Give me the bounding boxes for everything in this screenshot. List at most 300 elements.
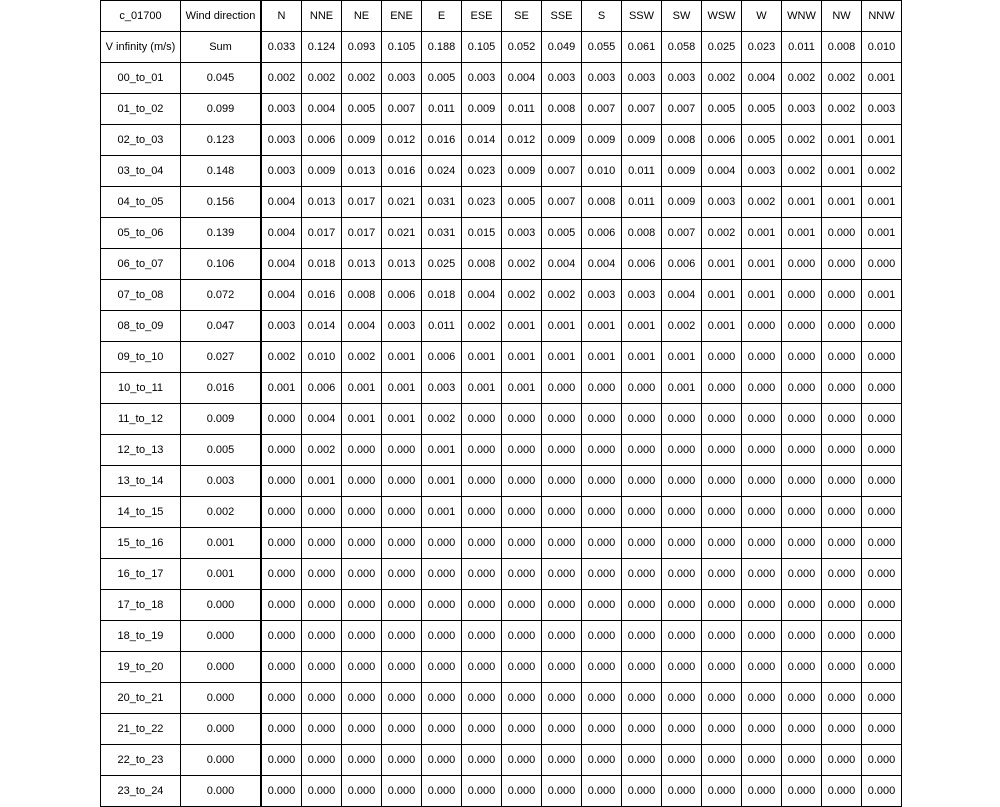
frequency-cell: 0.000 [542, 590, 582, 621]
frequency-cell: 0.009 [622, 125, 662, 156]
frequency-cell: 0.000 [462, 590, 502, 621]
speed-bin-label: 03_to_04 [101, 156, 181, 187]
frequency-cell: 0.003 [261, 125, 302, 156]
frequency-cell: 0.000 [782, 652, 822, 683]
frequency-cell: 0.000 [342, 497, 382, 528]
frequency-cell: 0.000 [742, 435, 782, 466]
frequency-cell: 0.006 [302, 373, 342, 404]
frequency-cell: 0.004 [702, 156, 742, 187]
frequency-cell: 0.001 [261, 373, 302, 404]
frequency-cell: 0.000 [302, 652, 342, 683]
frequency-cell: 0.000 [782, 528, 822, 559]
frequency-cell: 0.000 [302, 683, 342, 714]
frequency-cell: 0.000 [502, 776, 542, 807]
frequency-cell: 0.000 [302, 559, 342, 590]
frequency-cell: 0.000 [542, 745, 582, 776]
frequency-cell: 0.001 [382, 404, 422, 435]
frequency-cell: 0.000 [502, 652, 542, 683]
speed-bin-label: 21_to_22 [101, 714, 181, 745]
frequency-cell: 0.001 [662, 342, 702, 373]
frequency-cell: 0.000 [382, 559, 422, 590]
frequency-cell: 0.002 [782, 125, 822, 156]
speed-bin-sum-cell: 0.000 [181, 621, 262, 652]
frequency-cell: 0.001 [462, 342, 502, 373]
speed-bin-sum-cell: 0.123 [181, 125, 262, 156]
frequency-cell: 0.000 [542, 559, 582, 590]
speed-bin-label: 00_to_01 [101, 63, 181, 94]
frequency-cell: 0.000 [502, 683, 542, 714]
frequency-cell: 0.006 [422, 342, 462, 373]
direction-header-ne: NE [342, 1, 382, 32]
frequency-cell: 0.001 [622, 342, 662, 373]
frequency-cell: 0.000 [422, 683, 462, 714]
frequency-cell: 0.001 [822, 187, 862, 218]
frequency-cell: 0.000 [742, 466, 782, 497]
frequency-cell: 0.000 [462, 497, 502, 528]
frequency-cell: 0.000 [582, 497, 622, 528]
frequency-cell: 0.000 [822, 590, 862, 621]
frequency-cell: 0.003 [782, 94, 822, 125]
frequency-cell: 0.000 [822, 311, 862, 342]
frequency-cell: 0.017 [342, 187, 382, 218]
frequency-cell: 0.000 [742, 311, 782, 342]
frequency-cell: 0.011 [622, 156, 662, 187]
frequency-cell: 0.002 [702, 63, 742, 94]
frequency-cell: 0.003 [582, 280, 622, 311]
frequency-cell: 0.004 [542, 249, 582, 280]
frequency-cell: 0.000 [302, 497, 342, 528]
direction-header-wsw: WSW [702, 1, 742, 32]
frequency-cell: 0.002 [862, 156, 902, 187]
frequency-cell: 0.000 [662, 497, 702, 528]
frequency-cell: 0.000 [742, 745, 782, 776]
frequency-cell: 0.016 [302, 280, 342, 311]
frequency-cell: 0.000 [422, 621, 462, 652]
frequency-cell: 0.000 [742, 652, 782, 683]
frequency-cell: 0.007 [582, 94, 622, 125]
frequency-cell: 0.000 [261, 776, 302, 807]
frequency-cell: 0.001 [502, 373, 542, 404]
speed-bin-row [101, 652, 902, 683]
frequency-cell: 0.000 [742, 342, 782, 373]
frequency-cell: 0.001 [702, 280, 742, 311]
frequency-cell: 0.000 [382, 590, 422, 621]
frequency-cell: 0.000 [261, 590, 302, 621]
frequency-cell: 0.000 [702, 590, 742, 621]
speed-bin-sum-cell: 0.045 [181, 63, 262, 94]
speed-bin-row [101, 125, 902, 156]
frequency-cell: 0.013 [342, 156, 382, 187]
frequency-cell: 0.023 [462, 156, 502, 187]
direction-sum-cell: 0.033 [261, 32, 302, 63]
frequency-cell: 0.000 [742, 497, 782, 528]
speed-bin-label: 06_to_07 [101, 249, 181, 280]
frequency-cell: 0.004 [462, 280, 502, 311]
frequency-cell: 0.000 [502, 590, 542, 621]
frequency-cell: 0.003 [261, 156, 302, 187]
speed-bin-label: 13_to_14 [101, 466, 181, 497]
frequency-cell: 0.001 [862, 125, 902, 156]
frequency-cell: 0.000 [462, 683, 502, 714]
speed-bin-row [101, 435, 902, 466]
direction-header-w: W [742, 1, 782, 32]
frequency-cell: 0.003 [382, 63, 422, 94]
frequency-cell: 0.021 [382, 187, 422, 218]
frequency-cell: 0.000 [582, 683, 622, 714]
speed-bin-sum-cell: 0.000 [181, 714, 262, 745]
frequency-cell: 0.010 [302, 342, 342, 373]
frequency-cell: 0.004 [662, 280, 702, 311]
frequency-cell: 0.000 [542, 528, 582, 559]
speed-bin-row [101, 63, 902, 94]
direction-header-row [101, 1, 902, 32]
direction-sum-cell: 0.008 [822, 32, 862, 63]
frequency-cell: 0.000 [542, 435, 582, 466]
frequency-cell: 0.002 [302, 63, 342, 94]
direction-header-s: S [582, 1, 622, 32]
frequency-cell: 0.000 [862, 714, 902, 745]
frequency-cell: 0.001 [422, 435, 462, 466]
frequency-cell: 0.024 [422, 156, 462, 187]
frequency-cell: 0.000 [382, 435, 422, 466]
frequency-cell: 0.000 [702, 528, 742, 559]
direction-sum-cell: 0.049 [542, 32, 582, 63]
frequency-cell: 0.001 [582, 342, 622, 373]
frequency-cell: 0.013 [382, 249, 422, 280]
speed-bin-row [101, 156, 902, 187]
frequency-cell: 0.000 [261, 714, 302, 745]
direction-sum-cell: 0.052 [502, 32, 542, 63]
speed-bin-row [101, 218, 902, 249]
frequency-cell: 0.000 [342, 714, 382, 745]
frequency-cell: 0.000 [822, 218, 862, 249]
frequency-cell: 0.000 [822, 404, 862, 435]
frequency-cell: 0.000 [342, 621, 382, 652]
frequency-cell: 0.000 [542, 776, 582, 807]
frequency-cell: 0.000 [822, 435, 862, 466]
speed-bin-row [101, 497, 902, 528]
frequency-cell: 0.000 [662, 404, 702, 435]
frequency-cell: 0.001 [342, 404, 382, 435]
frequency-cell: 0.002 [542, 280, 582, 311]
frequency-cell: 0.000 [502, 559, 542, 590]
frequency-cell: 0.007 [542, 156, 582, 187]
frequency-cell: 0.025 [422, 249, 462, 280]
frequency-cell: 0.000 [582, 466, 622, 497]
frequency-cell: 0.006 [702, 125, 742, 156]
frequency-cell: 0.000 [702, 466, 742, 497]
frequency-cell: 0.007 [542, 187, 582, 218]
frequency-cell: 0.016 [382, 156, 422, 187]
direction-sum-cell: 0.105 [382, 32, 422, 63]
frequency-cell: 0.000 [862, 466, 902, 497]
frequency-cell: 0.000 [462, 776, 502, 807]
frequency-cell: 0.000 [782, 714, 822, 745]
frequency-cell: 0.000 [542, 404, 582, 435]
direction-sum-cell: 0.061 [622, 32, 662, 63]
frequency-cell: 0.010 [582, 156, 622, 187]
wind-direction-header: Wind direction [181, 1, 262, 32]
frequency-cell: 0.000 [582, 435, 622, 466]
frequency-cell: 0.011 [422, 311, 462, 342]
frequency-cell: 0.014 [302, 311, 342, 342]
speed-bin-row [101, 776, 902, 807]
frequency-cell: 0.018 [302, 249, 342, 280]
frequency-cell: 0.000 [822, 497, 862, 528]
speed-bin-sum-cell: 0.005 [181, 435, 262, 466]
frequency-cell: 0.000 [302, 528, 342, 559]
speed-bin-label: 01_to_02 [101, 94, 181, 125]
speed-bin-label: 12_to_13 [101, 435, 181, 466]
direction-header-ene: ENE [382, 1, 422, 32]
frequency-cell: 0.000 [502, 621, 542, 652]
frequency-cell: 0.000 [342, 559, 382, 590]
frequency-cell: 0.000 [822, 683, 862, 714]
frequency-cell: 0.012 [502, 125, 542, 156]
frequency-cell: 0.018 [422, 280, 462, 311]
frequency-cell: 0.000 [822, 280, 862, 311]
frequency-cell: 0.000 [382, 528, 422, 559]
frequency-cell: 0.000 [502, 466, 542, 497]
frequency-cell: 0.005 [542, 218, 582, 249]
frequency-cell: 0.002 [782, 63, 822, 94]
frequency-cell: 0.001 [862, 280, 902, 311]
frequency-cell: 0.000 [702, 776, 742, 807]
frequency-cell: 0.000 [542, 714, 582, 745]
frequency-cell: 0.004 [261, 218, 302, 249]
frequency-cell: 0.000 [742, 404, 782, 435]
frequency-cell: 0.002 [822, 63, 862, 94]
frequency-cell: 0.000 [462, 528, 502, 559]
frequency-cell: 0.000 [822, 714, 862, 745]
frequency-cell: 0.007 [662, 218, 702, 249]
frequency-cell: 0.008 [622, 218, 662, 249]
frequency-cell: 0.005 [702, 94, 742, 125]
speed-bin-row [101, 342, 902, 373]
frequency-cell: 0.003 [422, 373, 462, 404]
frequency-cell: 0.006 [662, 249, 702, 280]
frequency-cell: 0.000 [822, 621, 862, 652]
frequency-cell: 0.000 [622, 776, 662, 807]
direction-sum-cell: 0.058 [662, 32, 702, 63]
frequency-cell: 0.000 [622, 652, 662, 683]
frequency-cell: 0.003 [462, 63, 502, 94]
frequency-cell: 0.000 [662, 590, 702, 621]
frequency-cell: 0.001 [382, 342, 422, 373]
frequency-cell: 0.000 [582, 776, 622, 807]
frequency-cell: 0.000 [702, 404, 742, 435]
speed-bin-row [101, 280, 902, 311]
frequency-cell: 0.017 [302, 218, 342, 249]
frequency-cell: 0.000 [542, 652, 582, 683]
frequency-cell: 0.000 [782, 621, 822, 652]
wind-frequency-table [100, 0, 902, 807]
frequency-cell: 0.009 [542, 125, 582, 156]
frequency-cell: 0.003 [582, 63, 622, 94]
direction-sum-cell: 0.124 [302, 32, 342, 63]
frequency-cell: 0.002 [462, 311, 502, 342]
frequency-cell: 0.000 [662, 652, 702, 683]
frequency-cell: 0.003 [662, 63, 702, 94]
frequency-cell: 0.004 [342, 311, 382, 342]
frequency-cell: 0.007 [382, 94, 422, 125]
frequency-cell: 0.000 [822, 373, 862, 404]
frequency-cell: 0.003 [542, 63, 582, 94]
direction-header-e: E [422, 1, 462, 32]
frequency-cell: 0.002 [261, 63, 302, 94]
speed-bin-label: 19_to_20 [101, 652, 181, 683]
frequency-cell: 0.000 [342, 590, 382, 621]
frequency-cell: 0.000 [462, 404, 502, 435]
speed-bin-sum-cell: 0.001 [181, 528, 262, 559]
frequency-cell: 0.000 [782, 435, 822, 466]
frequency-cell: 0.000 [822, 559, 862, 590]
frequency-cell: 0.000 [822, 466, 862, 497]
frequency-cell: 0.000 [582, 745, 622, 776]
frequency-cell: 0.008 [342, 280, 382, 311]
frequency-cell: 0.001 [822, 125, 862, 156]
direction-header-sse: SSE [542, 1, 582, 32]
frequency-cell: 0.000 [462, 652, 502, 683]
frequency-cell: 0.000 [261, 652, 302, 683]
frequency-cell: 0.003 [862, 94, 902, 125]
speed-bin-sum-cell: 0.148 [181, 156, 262, 187]
speed-bin-label: 20_to_21 [101, 683, 181, 714]
frequency-cell: 0.000 [342, 528, 382, 559]
direction-sum-cell: 0.055 [582, 32, 622, 63]
frequency-cell: 0.000 [502, 404, 542, 435]
speed-bin-sum-cell: 0.047 [181, 311, 262, 342]
frequency-cell: 0.000 [822, 652, 862, 683]
frequency-cell: 0.000 [862, 621, 902, 652]
frequency-cell: 0.001 [782, 218, 822, 249]
frequency-cell: 0.007 [622, 94, 662, 125]
frequency-cell: 0.000 [662, 683, 702, 714]
frequency-cell: 0.000 [261, 559, 302, 590]
frequency-cell: 0.000 [742, 528, 782, 559]
frequency-cell: 0.000 [622, 559, 662, 590]
frequency-cell: 0.008 [462, 249, 502, 280]
frequency-cell: 0.003 [702, 187, 742, 218]
frequency-cell: 0.000 [462, 714, 502, 745]
frequency-cell: 0.000 [502, 435, 542, 466]
speed-bin-sum-cell: 0.000 [181, 652, 262, 683]
frequency-cell: 0.000 [342, 683, 382, 714]
frequency-cell: 0.000 [742, 714, 782, 745]
frequency-cell: 0.008 [662, 125, 702, 156]
frequency-cell: 0.000 [782, 342, 822, 373]
frequency-cell: 0.006 [302, 125, 342, 156]
frequency-cell: 0.000 [782, 373, 822, 404]
frequency-cell: 0.000 [702, 435, 742, 466]
frequency-cell: 0.001 [582, 311, 622, 342]
frequency-cell: 0.000 [542, 497, 582, 528]
frequency-cell: 0.001 [342, 373, 382, 404]
speed-bin-sum-cell: 0.000 [181, 590, 262, 621]
speed-bin-label: 05_to_06 [101, 218, 181, 249]
speed-bin-sum-cell: 0.016 [181, 373, 262, 404]
frequency-cell: 0.000 [622, 497, 662, 528]
frequency-cell: 0.000 [662, 435, 702, 466]
speed-axis-label: V infinity (m/s) [101, 32, 181, 63]
frequency-cell: 0.000 [382, 621, 422, 652]
frequency-cell: 0.009 [342, 125, 382, 156]
speed-bin-row [101, 559, 902, 590]
frequency-cell: 0.004 [261, 187, 302, 218]
frequency-cell: 0.000 [702, 621, 742, 652]
frequency-cell: 0.000 [662, 466, 702, 497]
speed-bin-sum-cell: 0.139 [181, 218, 262, 249]
frequency-cell: 0.009 [502, 156, 542, 187]
frequency-cell: 0.009 [662, 156, 702, 187]
speed-bin-label: 17_to_18 [101, 590, 181, 621]
direction-sum-cell: 0.093 [342, 32, 382, 63]
frequency-cell: 0.000 [742, 621, 782, 652]
frequency-cell: 0.001 [462, 373, 502, 404]
frequency-cell: 0.000 [622, 373, 662, 404]
frequency-cell: 0.000 [862, 652, 902, 683]
frequency-cell: 0.000 [862, 249, 902, 280]
frequency-cell: 0.000 [862, 404, 902, 435]
speed-bin-row [101, 94, 902, 125]
frequency-cell: 0.008 [582, 187, 622, 218]
frequency-cell: 0.000 [261, 497, 302, 528]
frequency-cell: 0.000 [862, 683, 902, 714]
frequency-cell: 0.002 [302, 435, 342, 466]
frequency-cell: 0.000 [622, 621, 662, 652]
frequency-cell: 0.008 [542, 94, 582, 125]
frequency-cell: 0.005 [422, 63, 462, 94]
speed-bin-sum-cell: 0.003 [181, 466, 262, 497]
frequency-cell: 0.000 [302, 745, 342, 776]
frequency-cell: 0.003 [382, 311, 422, 342]
sum-row [101, 32, 902, 63]
frequency-cell: 0.000 [422, 776, 462, 807]
speed-bin-label: 15_to_16 [101, 528, 181, 559]
frequency-cell: 0.000 [582, 528, 622, 559]
frequency-cell: 0.000 [382, 497, 422, 528]
direction-header-wnw: WNW [782, 1, 822, 32]
speed-bin-row [101, 528, 902, 559]
frequency-cell: 0.001 [702, 311, 742, 342]
direction-header-nne: NNE [302, 1, 342, 32]
frequency-cell: 0.000 [662, 714, 702, 745]
frequency-cell: 0.000 [261, 435, 302, 466]
frequency-cell: 0.009 [582, 125, 622, 156]
direction-header-se: SE [502, 1, 542, 32]
direction-header-ssw: SSW [622, 1, 662, 32]
frequency-cell: 0.001 [782, 187, 822, 218]
frequency-cell: 0.000 [742, 559, 782, 590]
frequency-cell: 0.000 [582, 714, 622, 745]
frequency-cell: 0.001 [742, 249, 782, 280]
frequency-cell: 0.000 [862, 373, 902, 404]
speed-bin-sum-cell: 0.002 [181, 497, 262, 528]
speed-bin-row [101, 404, 902, 435]
frequency-cell: 0.000 [261, 621, 302, 652]
frequency-cell: 0.000 [302, 590, 342, 621]
frequency-cell: 0.000 [261, 683, 302, 714]
direction-header-sw: SW [662, 1, 702, 32]
speed-bin-label: 22_to_23 [101, 745, 181, 776]
frequency-cell: 0.000 [822, 776, 862, 807]
speed-bin-sum-cell: 0.009 [181, 404, 262, 435]
frequency-cell: 0.000 [782, 745, 822, 776]
frequency-cell: 0.000 [742, 683, 782, 714]
speed-bin-label: 10_to_11 [101, 373, 181, 404]
speed-bin-sum-cell: 0.000 [181, 683, 262, 714]
frequency-cell: 0.001 [702, 249, 742, 280]
